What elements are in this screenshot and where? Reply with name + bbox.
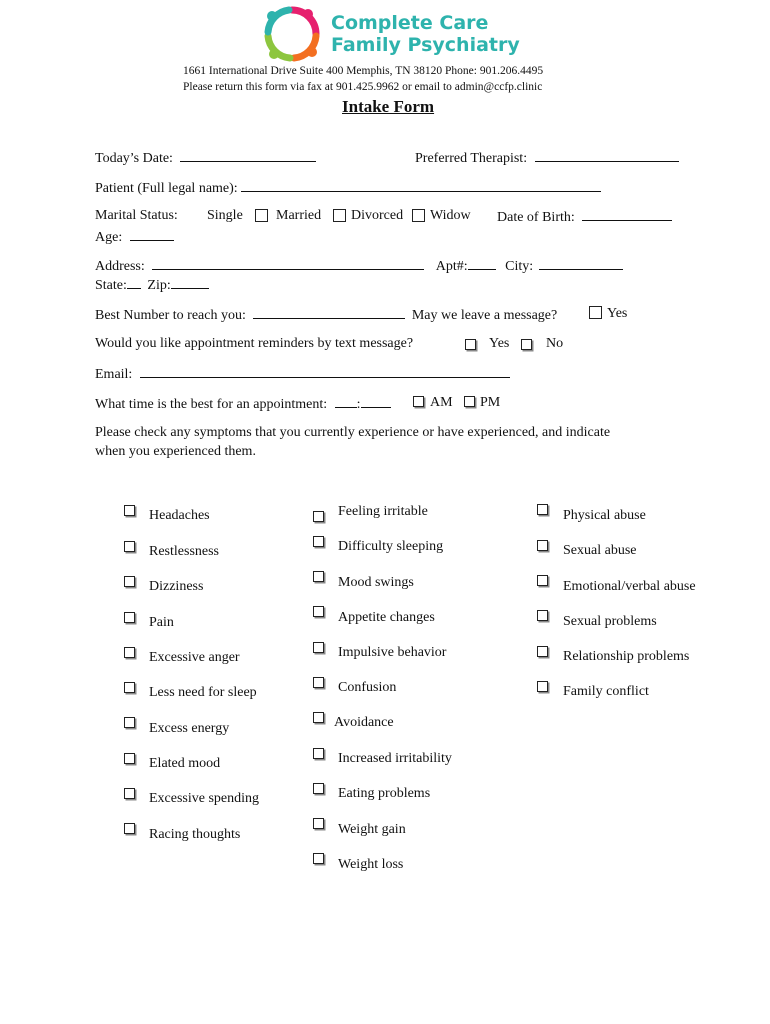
- address-row: [95, 257, 623, 275]
- state-zip-row: [95, 276, 209, 294]
- symptom-checkbox[interactable]: [124, 682, 135, 693]
- symptom-checkbox[interactable]: [537, 610, 548, 621]
- state-label: State:: [95, 278, 127, 293]
- symptom-checkbox[interactable]: [537, 681, 548, 692]
- brand-name-line1: Complete Care: [331, 12, 489, 34]
- state-field[interactable]: [127, 276, 141, 289]
- reminders-no-checkbox[interactable]: [521, 339, 532, 350]
- symptom-checkbox[interactable]: [313, 783, 324, 794]
- best-time-row: [95, 395, 391, 413]
- reminders-yes-label: Yes: [489, 336, 510, 351]
- symptom-checkbox[interactable]: [124, 753, 135, 764]
- symptom-checkbox[interactable]: [124, 823, 135, 834]
- apt-field[interactable]: [468, 257, 496, 270]
- symptom-label: Emotional/verbal abuse: [563, 579, 696, 594]
- age-label: Age:: [95, 230, 123, 245]
- best-time-minute-field[interactable]: [361, 395, 391, 408]
- symptom-label: Weight gain: [338, 822, 406, 837]
- symptom-checkbox[interactable]: [537, 504, 548, 515]
- symptom-label: Family conflict: [563, 684, 649, 699]
- symptom-label: Restlessness: [149, 544, 219, 559]
- symptom-checkbox[interactable]: [313, 536, 324, 547]
- symptom-label: Weight loss: [338, 857, 404, 872]
- return-instructions: Please return this form via fax at 901.425.9962 or email to admin@ccfp.clinic: [183, 81, 543, 93]
- symptom-label: Sexual problems: [563, 614, 657, 629]
- date-of-birth-field[interactable]: [582, 208, 672, 221]
- symptom-checkbox[interactable]: [313, 853, 324, 864]
- symptom-label: Confusion: [338, 680, 397, 695]
- page-title: Intake Form: [342, 97, 435, 116]
- symptom-checkbox[interactable]: [124, 717, 135, 728]
- divorced-label: Divorced: [351, 208, 404, 223]
- email-label: Email:: [95, 367, 133, 382]
- symptom-label: Less need for sleep: [149, 685, 257, 700]
- symptom-checkbox[interactable]: [537, 540, 548, 551]
- symptoms-intro-line2: when you experienced them.: [95, 444, 256, 459]
- symptom-checkbox[interactable]: [313, 818, 324, 829]
- symptom-checkbox[interactable]: [124, 576, 135, 587]
- am-checkbox[interactable]: [413, 396, 424, 407]
- symptom-label: Relationship problems: [563, 649, 690, 664]
- symptom-label: Mood swings: [338, 575, 414, 590]
- best-time-label: What time is the best for an appointment:: [95, 397, 328, 412]
- symptom-label: Excess energy: [149, 721, 230, 736]
- apt-label: Apt#:: [435, 259, 468, 274]
- preferred-therapist-row: [415, 149, 679, 167]
- pm-checkbox[interactable]: [464, 396, 475, 407]
- symptom-label: Avoidance: [334, 715, 394, 730]
- married-label: Married: [276, 208, 322, 223]
- date-of-birth-row: [497, 208, 672, 226]
- symptom-checkbox[interactable]: [124, 647, 135, 658]
- symptom-checkbox[interactable]: [124, 788, 135, 799]
- patient-name-field[interactable]: [241, 179, 601, 192]
- symptom-label: Difficulty sleeping: [338, 539, 444, 554]
- todays-date-label: Today’s Date:: [95, 151, 173, 166]
- age-field[interactable]: [130, 228, 174, 241]
- symptom-checkbox[interactable]: [313, 677, 324, 688]
- symptom-label: Excessive spending: [149, 791, 260, 806]
- symptom-label: Pain: [149, 615, 174, 630]
- symptom-label: Feeling irritable: [338, 504, 428, 519]
- married-checkbox[interactable]: [333, 209, 346, 222]
- todays-date-row: [95, 149, 316, 167]
- reminders-no-label: No: [546, 336, 564, 351]
- leave-message-yes-checkbox[interactable]: [589, 306, 602, 319]
- best-time-hour-field[interactable]: [335, 395, 357, 408]
- symptom-label: Headaches: [149, 508, 210, 523]
- symptom-label: Elated mood: [149, 756, 221, 771]
- logo-icon: [262, 4, 322, 64]
- symptom-label: Impulsive behavior: [338, 645, 447, 660]
- pm-label: PM: [480, 395, 501, 410]
- symptom-label: Sexual abuse: [563, 543, 637, 558]
- zip-field[interactable]: [171, 276, 209, 289]
- symptom-checkbox[interactable]: [124, 541, 135, 552]
- symptom-checkbox[interactable]: [313, 712, 324, 723]
- symptom-label: Appetite changes: [338, 610, 435, 625]
- address-line: 1661 International Drive Suite 400 Memphis, TN 38120 Phone: 901.206.4495: [183, 65, 544, 77]
- date-of-birth-label: Date of Birth:: [497, 210, 575, 225]
- leave-message-label: May we leave a message?: [411, 308, 558, 323]
- email-field[interactable]: [140, 365, 510, 378]
- symptom-checkbox[interactable]: [313, 642, 324, 653]
- preferred-therapist-label: Preferred Therapist:: [415, 151, 528, 166]
- symptom-label: Dizziness: [149, 579, 204, 594]
- email-row: [95, 365, 510, 383]
- single-checkbox[interactable]: [255, 209, 268, 222]
- symptom-checkbox[interactable]: [124, 612, 135, 623]
- best-number-label: Best Number to reach you:: [95, 308, 246, 323]
- address-label: Address:: [95, 259, 145, 274]
- symptom-checkbox[interactable]: [313, 606, 324, 617]
- city-field[interactable]: [539, 257, 623, 270]
- address-field[interactable]: [152, 257, 424, 270]
- todays-date-field[interactable]: [180, 149, 316, 162]
- symptom-label: Physical abuse: [563, 508, 646, 523]
- age-row: [95, 228, 174, 246]
- zip-label: Zip:: [147, 278, 171, 293]
- symptom-label: Eating problems: [338, 786, 431, 801]
- marital-status-label: Marital Status:: [95, 208, 178, 223]
- reminders-label: Would you like appointment reminders by text message?: [95, 336, 414, 351]
- leave-message-yes-label: Yes: [607, 306, 628, 321]
- time-separator: :: [356, 397, 361, 412]
- symptom-label: Racing thoughts: [149, 827, 241, 842]
- preferred-therapist-field[interactable]: [535, 149, 679, 162]
- am-label: AM: [430, 395, 453, 410]
- reminders-yes-checkbox[interactable]: [465, 339, 476, 350]
- symptom-checkbox[interactable]: [313, 748, 324, 759]
- symptom-label: Increased irritability: [338, 751, 452, 766]
- symptom-checkbox[interactable]: [537, 646, 548, 657]
- brand-name-line2: Family Psychiatry: [331, 34, 520, 56]
- best-number-row: [95, 306, 557, 324]
- symptom-checkbox[interactable]: [313, 571, 324, 582]
- divorced-checkbox[interactable]: [412, 209, 425, 222]
- symptoms-intro-line1: Please check any symptoms that you currently experience or have experienced, and indicate: [95, 425, 611, 440]
- patient-name-row: [95, 179, 601, 197]
- logo: [262, 4, 322, 64]
- single-label: Single: [207, 208, 243, 223]
- widow-label: Widow: [430, 208, 471, 223]
- city-label: City:: [505, 259, 534, 274]
- symptom-checkbox[interactable]: [537, 575, 548, 586]
- symptom-checkbox[interactable]: [124, 505, 135, 516]
- patient-name-label: Patient (Full legal name):: [95, 181, 238, 196]
- symptom-label: Excessive anger: [149, 650, 240, 665]
- best-number-field[interactable]: [253, 306, 405, 319]
- symptom-checkbox[interactable]: [313, 511, 324, 522]
